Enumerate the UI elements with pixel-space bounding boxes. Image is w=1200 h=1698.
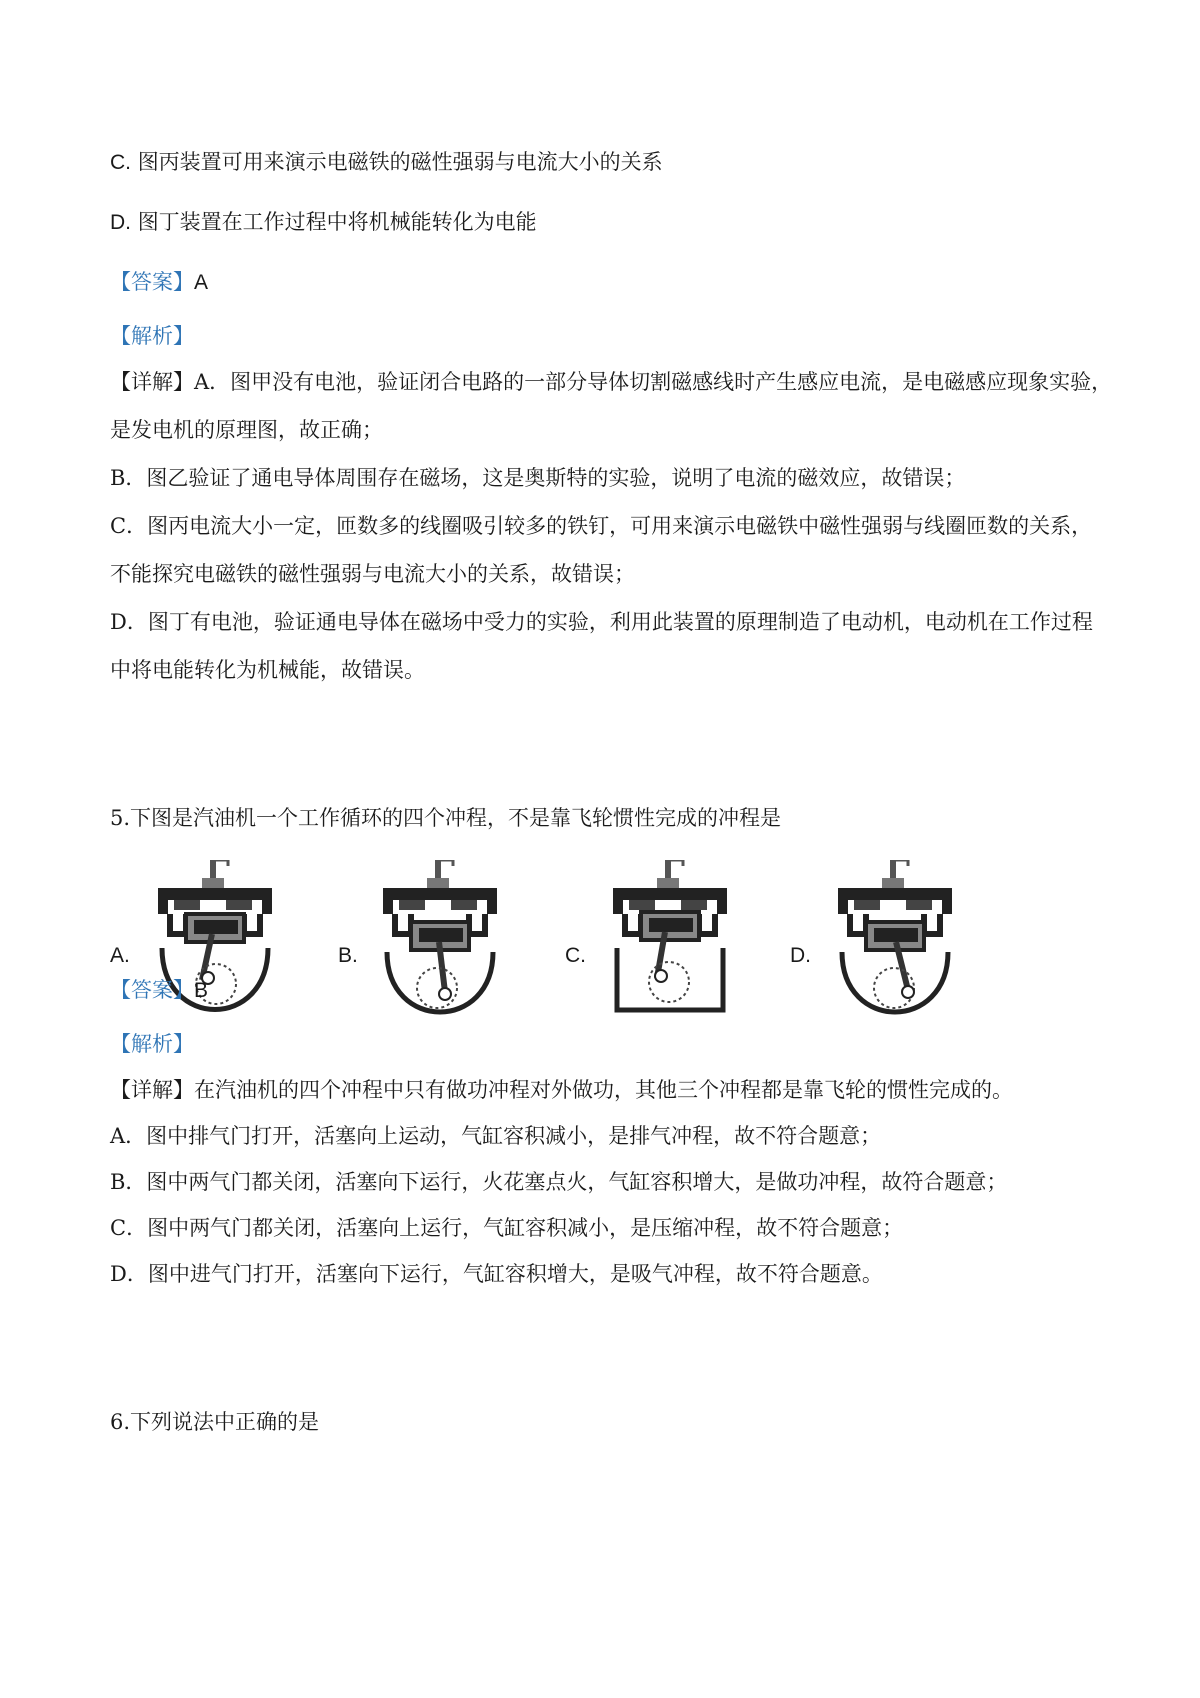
answer-value: A: [194, 271, 209, 294]
engine-figures: [0, 860, 1200, 1040]
detail-q5-line4: C．图中两气门都关闭，活塞向上运行，气缸容积减小，是压缩冲程，故不符合题意；: [110, 1216, 904, 1240]
option-d-text: 图丁装置在工作过程中将机械能转化为电能: [137, 210, 537, 234]
detail-q4-line2: 是发电机的原理图，故正确；: [110, 418, 383, 442]
detail-q4-line6: D．图丁有电池，验证通电导体在磁场中受力的实验，利用此装置的原理制造了电动机，电动机在工作过程: [110, 610, 1093, 634]
exhaust-stroke-diagram: [150, 860, 280, 1040]
figure-d-label: D.: [790, 944, 811, 967]
detail-q5-line3: B．图中两气门都关闭，活塞向下运行，火花塞点火，气缸容积增大，是做功冲程，故符合题意；: [110, 1170, 1008, 1194]
question6-stem: 6.下列说法中正确的是: [110, 1410, 320, 1434]
option-c-text: 图丙装置可用来演示电磁铁的磁性强弱与电流大小的关系: [137, 150, 663, 174]
power-stroke-diagram: [375, 860, 505, 1040]
figure-a-label: A.: [110, 944, 130, 967]
option-d: [110, 208, 537, 237]
detail-q5-line1: [110, 1076, 1013, 1104]
answer-tag: 【答案】: [110, 270, 194, 294]
detail-text: A．图甲没有电池，验证闭合电路的一部分导体切割磁感线时产生感应电流，是电磁感应现象实验，: [194, 370, 1113, 394]
answer-value: B: [194, 979, 209, 1002]
option-c-letter: C.: [110, 151, 131, 174]
figure-c-label: C.: [565, 944, 586, 967]
answer-q5: [110, 976, 208, 1005]
intake-stroke-diagram: [830, 860, 960, 1040]
question5-stem: 5.下图是汽油机一个工作循环的四个冲程，不是靠飞轮惯性完成的冲程是: [110, 806, 782, 830]
option-c: [110, 148, 663, 177]
detail-q4-line5: 不能探究电磁铁的磁性强弱与电流大小的关系，故错误；: [110, 562, 635, 586]
figure-b-label: B.: [338, 944, 358, 967]
answer-q4: [110, 268, 208, 297]
detail-tag: 【详解】: [110, 1078, 194, 1102]
analysis-tag-q5: 【解析】: [110, 1032, 194, 1056]
detail-q5-line5: D．图中进气门打开，活塞向下运行，气缸容积增大，是吸气冲程，故不符合题意。: [110, 1262, 883, 1286]
compression-stroke-diagram: [605, 860, 735, 1040]
detail-q5-line2: A．图中排气门打开，活塞向上运动，气缸容积减小，是排气冲程，故不符合题意；: [110, 1124, 882, 1148]
detail-q4-line4: C．图丙电流大小一定，匝数多的线圈吸引较多的铁钉，可用来演示电磁铁中磁性强弱与线圈匝数的关系，: [110, 514, 1093, 538]
detail-text: 在汽油机的四个冲程中只有做功冲程对外做功，其他三个冲程都是靠飞轮的惯性完成的。: [194, 1078, 1013, 1102]
option-d-letter: D.: [110, 211, 131, 234]
answer-tag: 【答案】: [110, 978, 194, 1002]
detail-q4-line3: B．图乙验证了通电导体周围存在磁场，这是奥斯特的实验，说明了电流的磁效应，故错误；: [110, 466, 966, 490]
detail-q4-line1: [110, 368, 1112, 396]
detail-tag: 【详解】: [110, 370, 194, 394]
analysis-tag-q4: 【解析】: [110, 324, 194, 348]
detail-q4-line7: 中将电能转化为机械能，故错误。: [110, 658, 425, 682]
